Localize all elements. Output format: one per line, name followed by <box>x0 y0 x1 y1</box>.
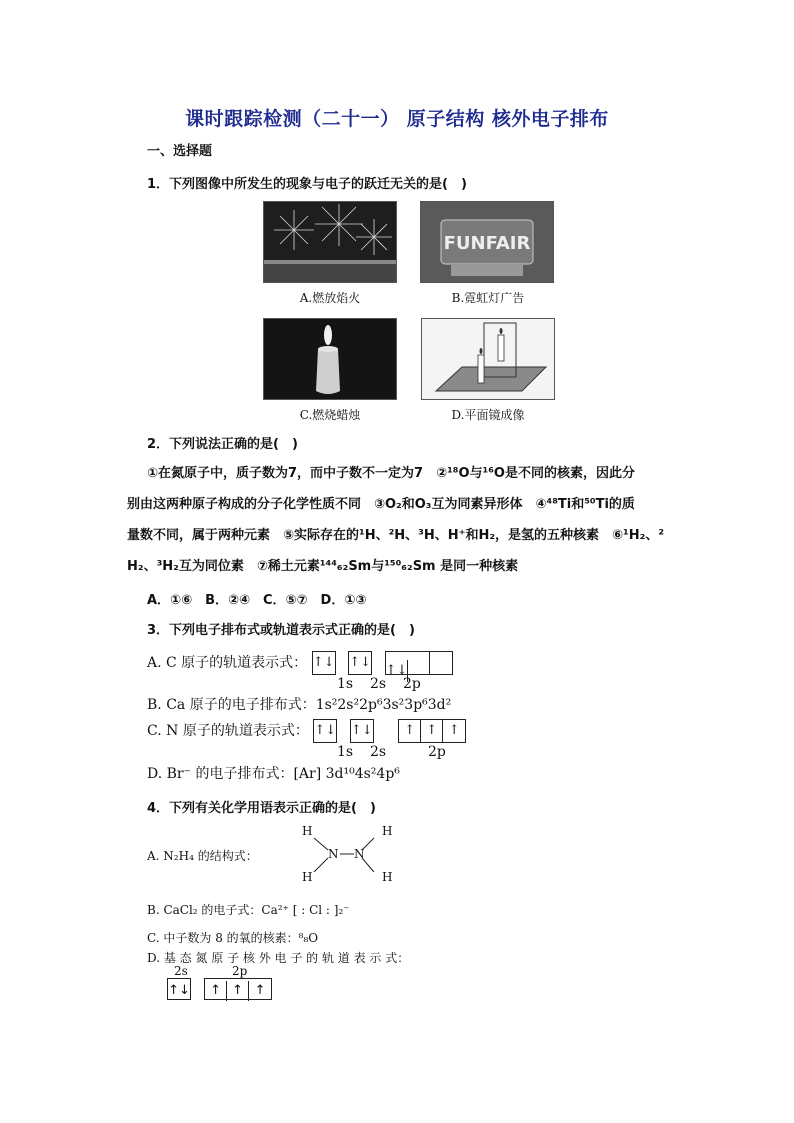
q2-line-3: 量数不同，属于两种元素 ⑤实际存在的¹H、²H、³H、H⁺和H₂，是氢的五种核素 ⑥¹H₂、² <box>127 528 665 543</box>
q4-option-c: C. 中子数为 8 的氧的核素：⁸₈O <box>147 931 319 945</box>
orbital-cell <box>430 652 452 674</box>
q2-line-1: ①在氮原子中，质子数为7，而中子数不一定为7 ②¹⁸O与¹⁶O是不同的核素，因此分 <box>147 466 635 481</box>
q3-a-text: A. C 原子的轨道表示式： <box>147 655 308 671</box>
orbital-cell: ↑↓ <box>350 723 373 738</box>
orbital-cell: ↑↓ <box>386 660 408 682</box>
orbital-cell: ↑↓ <box>168 983 190 998</box>
q3-a-label-2s: 2s <box>370 676 387 692</box>
page-title: 课时跟踪检测（二十一） 原子结构 核外电子排布 <box>185 108 609 130</box>
atom-h: H <box>382 824 393 838</box>
question-2-options: A．①⑥ B．②④ C．⑤⑦ D．①③ <box>147 593 367 608</box>
q3-c-label-1s: 1s <box>337 744 354 760</box>
q3-c-box-2p <box>398 719 466 743</box>
q3-c-label-2p: 2p <box>428 744 446 760</box>
fireworks-drawing <box>264 202 396 282</box>
q3-option-d: D. Br⁻ 的电子排布式：[Ar] 3d¹⁰4s²4p⁶ <box>147 766 400 782</box>
q3-a-label-2p: 2p <box>403 676 421 692</box>
q3-a-box-2s <box>348 651 372 675</box>
question-2-body <box>127 458 677 582</box>
q3-a-box-2p <box>385 651 453 678</box>
q3-a-box-1s <box>312 651 336 675</box>
neon-sign-image <box>420 201 554 283</box>
q3-c-box-1s <box>313 719 337 743</box>
candle-image <box>263 318 397 400</box>
q3-option-a <box>147 651 453 678</box>
orbital-cell: ↑ <box>421 720 443 742</box>
caption-c: C.燃烧蜡烛 <box>299 408 361 422</box>
n2h4-structure <box>290 822 410 886</box>
q3-a-label-1s: 1s <box>337 676 354 692</box>
orbital-cell <box>408 652 430 674</box>
q2-line-2: 别由这两种原子构成的分子化学性质不同 ③O₂和O₃互为同素异形体 ④⁴⁸Ti和⁵⁰Ti的质 <box>127 497 635 512</box>
q3-c-text: C. N 原子的轨道表示式： <box>147 723 309 739</box>
q3-option-c <box>147 719 466 743</box>
atom-h: H <box>382 870 393 884</box>
atom-n: N <box>354 847 365 861</box>
orbital-cell: ↑ <box>448 723 460 738</box>
q3-c-box-2s <box>350 719 374 743</box>
caption-b: B.霓虹灯广告 <box>451 291 525 305</box>
question-3-stem: 3．下列电子排布式或轨道表示式正确的是( ) <box>147 623 415 638</box>
q4-d-label-2p: 2p <box>232 964 248 978</box>
orbital-cell: ↑ <box>205 981 227 1001</box>
caption-a: A.燃放焰火 <box>299 291 361 305</box>
q4-d-box-2s <box>167 978 191 1000</box>
q3-option-b: B. Ca 原子的电子排布式：1s²2s²2p⁶3s²3p⁶3d² <box>147 697 452 713</box>
orbital-cell: ↑ <box>227 981 249 1001</box>
orbital-cell: ↑ <box>254 983 266 998</box>
orbital-cell: ↑↓ <box>314 723 337 738</box>
mirror-drawing <box>422 319 554 399</box>
orbital-cell: ↑↓ <box>312 655 335 670</box>
fireworks-image <box>263 201 397 283</box>
neon-sign-text: FUNFAIR <box>443 233 531 254</box>
caption-d: D.平面镜成像 <box>451 408 525 422</box>
q4-option-a: A. N₂H₄ 的结构式： <box>147 849 258 863</box>
candle-drawing <box>264 319 396 399</box>
atom-h: H <box>302 870 313 884</box>
q4-d-orbitals <box>167 978 272 1000</box>
q4-d-label-2s: 2s <box>174 964 188 978</box>
orbital-cell: ↑↓ <box>349 655 371 670</box>
q2-line-4: H₂、³H₂互为同位素 ⑦稀土元素¹⁴⁴₆₂Sm与¹⁵⁰₆₂Sm 是同一种核素 <box>127 559 519 574</box>
question-2-stem: 2．下列说法正确的是( ) <box>147 437 298 452</box>
q3-c-label-2s: 2s <box>370 744 387 760</box>
question-1-stem: 1．下列图像中所发生的现象与电子的跃迁无关的是( ) <box>147 177 467 192</box>
orbital-cell: ↑ <box>399 720 421 742</box>
q4-option-b: B. CaCl₂ 的电子式：Ca²⁺ [ : Cl : ]₂⁻ <box>147 903 350 917</box>
q4-d-box-2p <box>204 978 272 1000</box>
q4-option-d: D. 基 态 氮 原 子 核 外 电 子 的 轨 道 表 示 式： <box>147 951 410 965</box>
atom-n: N <box>328 847 339 861</box>
section-heading: 一、选择题 <box>147 144 213 159</box>
neon-sign-drawing <box>421 202 553 282</box>
atom-h: H <box>302 824 313 838</box>
question-4-stem: 4．下列有关化学用语表示正确的是( ) <box>147 801 376 816</box>
mirror-image <box>421 318 555 400</box>
